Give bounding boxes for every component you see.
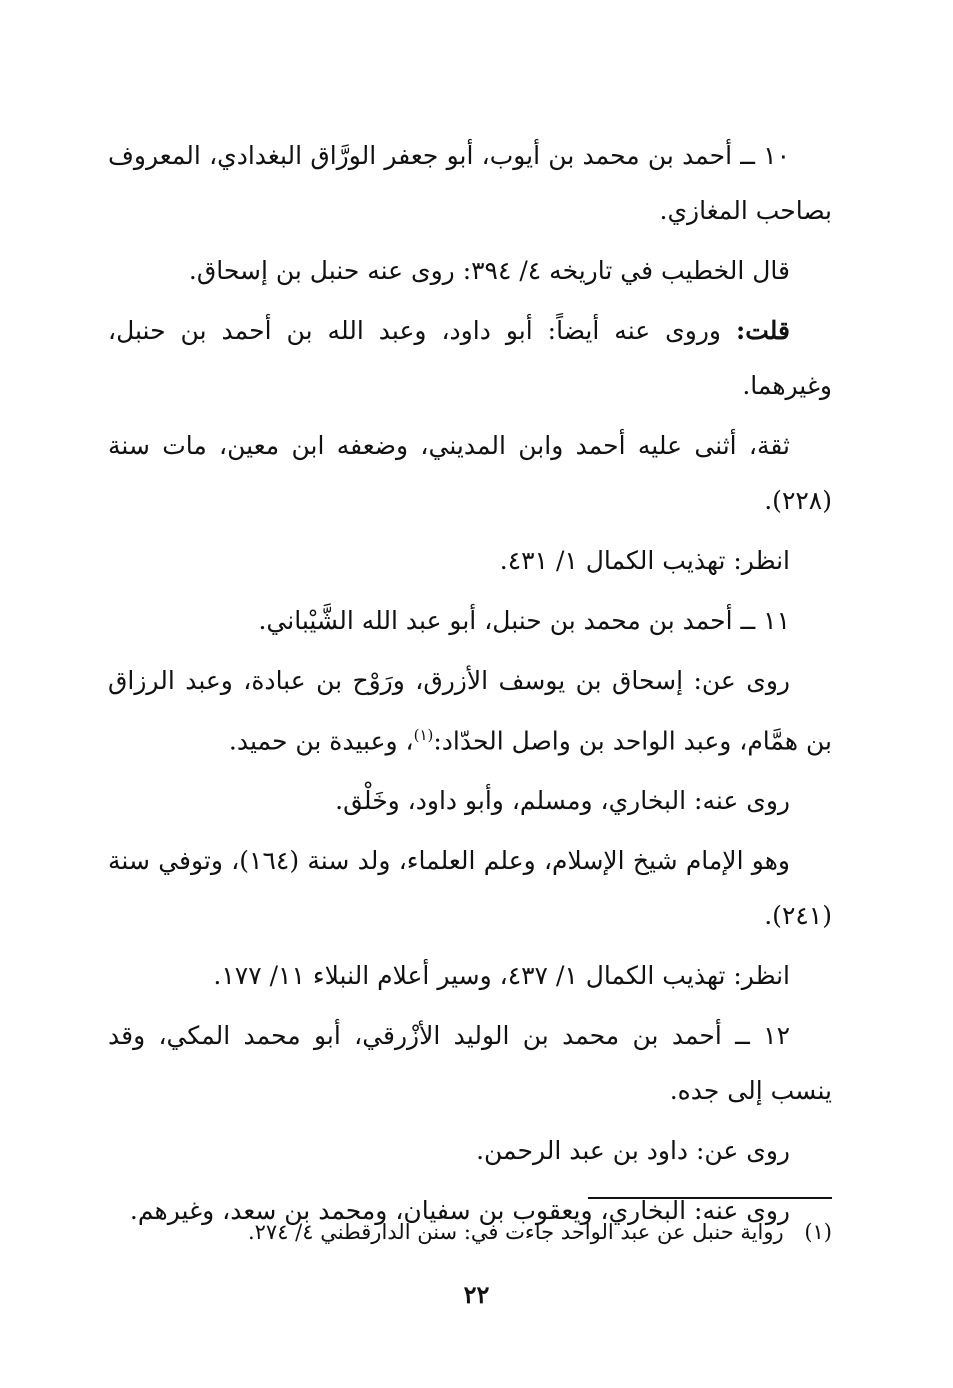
entry-10-khatib-quote: قال الخطيب في تاريخه ٤/ ٣٩٤: روى عنه حنبل بن إسحاق. bbox=[188, 256, 790, 285]
entry-10-note bbox=[108, 303, 832, 413]
page-number: ٢٢ bbox=[463, 1280, 490, 1309]
entry-11-narrated-from-tail: ، وعبيدة بن حميد. bbox=[228, 726, 414, 756]
footnote-marker[interactable]: (١) bbox=[413, 726, 434, 744]
footnote-number: (١) bbox=[804, 1220, 832, 1244]
entry-12-narrators: روى عنه: البخاري، ويعقوب بن سفيان، ومحمد بن سعد، وغيرهم. bbox=[129, 1196, 790, 1226]
footnote bbox=[108, 1212, 832, 1252]
qultu-label: قلت: bbox=[735, 316, 790, 345]
footnote-divider bbox=[588, 1197, 832, 1199]
entry-12-narrated-from: روى عن: داود بن عبد الرحمن. bbox=[476, 1136, 790, 1166]
entry-10-grading: ثقة، أثنى عليه أحمد وابن المديني، وضعفه ابن معين، مات سنة (٢٢٨). bbox=[108, 431, 832, 515]
entry-11-heading: ١١ ــ أحمد بن محمد بن حنبل، أبو عبد الله الشَّيْباني. bbox=[258, 606, 790, 635]
footnote-text: رواية حنبل عن عبد الواحد جاءت في: سنن الدارقطني ٤/ ٢٧٤. bbox=[247, 1220, 784, 1244]
entry-10-note-text: وروى عنه أيضاً: أبو داود، وعبد الله بن أحمد بن حنبل، وغيرهما. bbox=[108, 316, 832, 400]
page-body bbox=[108, 128, 832, 1243]
entry-11-narrators: روى عنه: البخاري، ومسلم، وأبو داود، وخَلْق. bbox=[335, 786, 790, 816]
entry-11-narrated-from bbox=[108, 653, 832, 768]
entry-11-reference: انظر: تهذيب الكمال ١/ ٤٣٧، وسير أعلام النبلاء ١١/ ١٧٧. bbox=[213, 961, 790, 991]
entry-10-reference: انظر: تهذيب الكمال ١/ ٤٣١. bbox=[499, 546, 790, 575]
entry-11-biography: وهو الإمام شيخ الإسلام، وعلم العلماء، ولد سنة (١٦٤)، وتوفي سنة (٢٤١). bbox=[108, 846, 832, 931]
entry-11-narrated-from-text: روى عن: إسحاق بن يوسف الأزرق، ورَوْح بن عبادة، وعبد الرزاق بن همَّام، وعبد الواحد بن واصل الحدّاد: bbox=[108, 666, 832, 756]
entry-10-heading: ١٠ ــ أحمد بن محمد بن أيوب، أبو جعفر الورَّاق البغدادي، المعروف بصاحب المغازي. bbox=[108, 141, 832, 225]
entry-12-heading: ١٢ ــ أحمد بن محمد بن الوليد الأزْرقي، أبو محمد المكي، وقد ينسب إلى جده. bbox=[108, 1021, 832, 1106]
